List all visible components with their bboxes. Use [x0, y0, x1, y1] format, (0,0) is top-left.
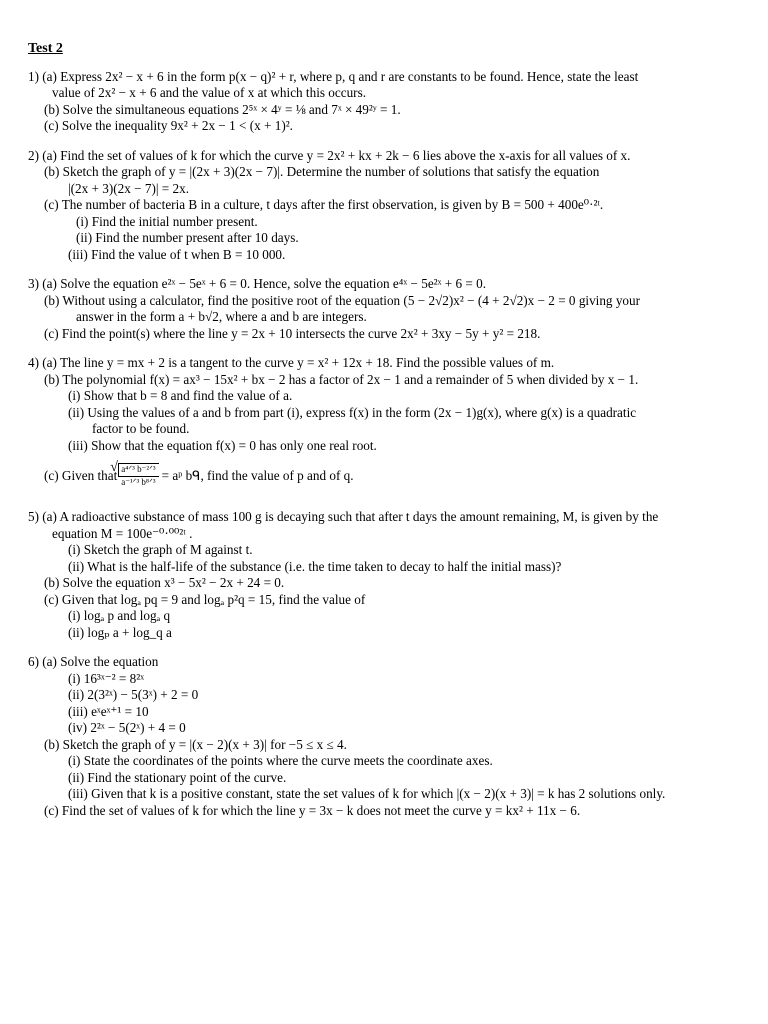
q4-part-b: (b) The polynomial f(x) = ax³ − 15x² + bx − 2 has a factor of 2x − 1 and a remainder of 5 when divided by x − 1.: [44, 371, 639, 387]
q5-part-a-ii: (ii) What is the half-life of the substance (i.e. the time taken to decay to half the initial mass)?: [68, 558, 562, 574]
q5-part-c-ii: (ii) logₚ a + log_q a: [68, 624, 172, 640]
q4-part-b-iii: (iii) Show that the equation f(x) = 0 has only one real root.: [68, 437, 377, 453]
q2-part-c-iii: (iii) Find the value of t when B = 10 000.: [68, 246, 286, 262]
q4-part-b-i: (i) Show that b = 8 and find the value of a.: [68, 388, 293, 403]
q5-part-c-i: (i) logₐ p and logₐ q: [68, 608, 171, 623]
q6-part-a-i: (i) 16³ˣ⁻² = 8²ˣ: [68, 670, 145, 686]
question-3: [28, 276, 740, 342]
q3-part-b: (b) Without using a calculator, find the positive root of the equation (5 − 2√2)x² − (4 + 2√2)x − 2 = 0 giving your: [44, 292, 640, 308]
q4-part-b-ii: (ii) Using the values of a and b from part (i), express f(x) in the form (2x − 1)g(x), where g(x) is a quadratic: [68, 404, 637, 420]
page-title: Test 2: [28, 41, 63, 56]
q6-part-c: (c) Find the set of values of k for which the line y = 3x − k does not meet the curve y = kx² + 11x − 6.: [44, 802, 581, 818]
q3-part-a: 3) (a) Solve the equation e²ˣ − 5eˣ + 6 = 0. Hence, solve the equation e⁴ˣ − 5e²ˣ + 6 = 0.: [28, 276, 486, 291]
q6-part-b-iii: (iii) Given that k is a positive constant, state the set values of k for which |(x − 2)(x + 3)| = k has 2 solutions only.: [68, 786, 666, 801]
q5-part-c: (c) Given that logₐ pq = 9 and logₐ p²q = 15, find the value of: [44, 591, 366, 607]
q2-part-a: 2) (a) Find the set of values of k for which the curve y = 2x² + kx + 2k − 6 lies above the x-axis for all values of x.: [28, 147, 631, 163]
q1-part-a: 1) (a) Express 2x² − x + 6 in the form p(x − q)² + r, where p, q and r are constants to be found. Hence, state the least: [28, 68, 639, 84]
q5-part-a-cont: equation M = 100e⁻⁰·⁰⁰²ᵗ .: [52, 525, 193, 541]
q4-part-c-prefix: (c) Given that: [44, 467, 118, 483]
q2-part-b-cont: |(2x + 3)(2x − 7)| = 2x.: [68, 180, 189, 196]
q6-part-b-i: (i) State the coordinates of the points where the curve meets the coordinate axes.: [68, 753, 493, 768]
q5-part-a: 5) (a) A radioactive substance of mass 100 g is decaying such that after t days the amount remaining, M, is given by the: [28, 509, 659, 524]
q2-part-c-i: (i) Find the initial number present.: [76, 213, 258, 229]
q6-part-a-ii: (ii) 2(3²ˣ) − 5(3ˣ) + 2 = 0: [68, 687, 199, 702]
fraction-numerator: √ a⁴ᐟ³ b⁻²ᐟ³: [118, 463, 158, 476]
fraction-denominator: a⁻¹ᐟ³ b⁸ᐟ³: [118, 476, 158, 489]
q3-part-c: (c) Find the point(s) where the line y = 2x + 10 intersects the curve 2x² + 3xy − 5y + y² = 218.: [44, 325, 541, 341]
q4-part-c-suffix: = aᵖ bᑫ, find the value of p and of q.: [161, 467, 354, 483]
q2-part-c-ii: (ii) Find the number present after 10 days.: [76, 230, 299, 245]
q1-part-b: (b) Solve the simultaneous equations 2⁵ˣ × 4ʸ = ⅛ and 7ˣ × 49²ʸ = 1.: [44, 101, 401, 117]
question-1: [28, 69, 740, 135]
question-6: [28, 654, 740, 819]
q6-part-b-ii: (ii) Find the stationary point of the curve.: [68, 769, 287, 785]
q2-part-b: (b) Sketch the graph of y = |(2x + 3)(2x − 7)|. Determine the number of solutions that satisfy the equation: [44, 164, 600, 179]
test-page: [28, 40, 740, 832]
radical-fraction: [118, 463, 158, 489]
q4-part-b-ii-cont: factor to be found.: [92, 421, 190, 436]
q6-part-b: (b) Sketch the graph of y = |(x − 2)(x + 3)| for −5 ≤ x ≤ 4.: [44, 736, 347, 752]
q1-part-c: (c) Solve the inequality 9x² + 2x − 1 < (x + 1)².: [44, 118, 293, 133]
q4-part-a: 4) (a) The line y = mx + 2 is a tangent to the curve y = x² + 12x + 18. Find the possible values of m.: [28, 355, 555, 370]
q2-part-c: (c) The number of bacteria B in a culture, t days after the first observation, is given by B = 500 + 400e⁰·²ᵗ.: [44, 197, 604, 212]
q6-part-a: 6) (a) Solve the equation: [28, 654, 159, 669]
q6-part-a-iii: (iii) eˣeˣ⁺¹ = 10: [68, 703, 149, 719]
question-5: [28, 509, 740, 641]
q5-part-a-i: (i) Sketch the graph of M against t.: [68, 542, 253, 557]
q1-part-a-cont: value of 2x² − x + 6 and the value of x at which this occurs.: [52, 85, 367, 100]
q4-part-c: [28, 456, 740, 496]
question-2: [28, 148, 740, 264]
q6-part-a-iv: (iv) 2²ˣ − 5(2ˣ) + 4 = 0: [68, 720, 186, 735]
question-4: [28, 355, 740, 496]
q3-part-b-cont: answer in the form a + b√2, where a and b are integers.: [76, 309, 367, 324]
q5-part-b: (b) Solve the equation x³ − 5x² − 2x + 24 = 0.: [44, 575, 285, 590]
